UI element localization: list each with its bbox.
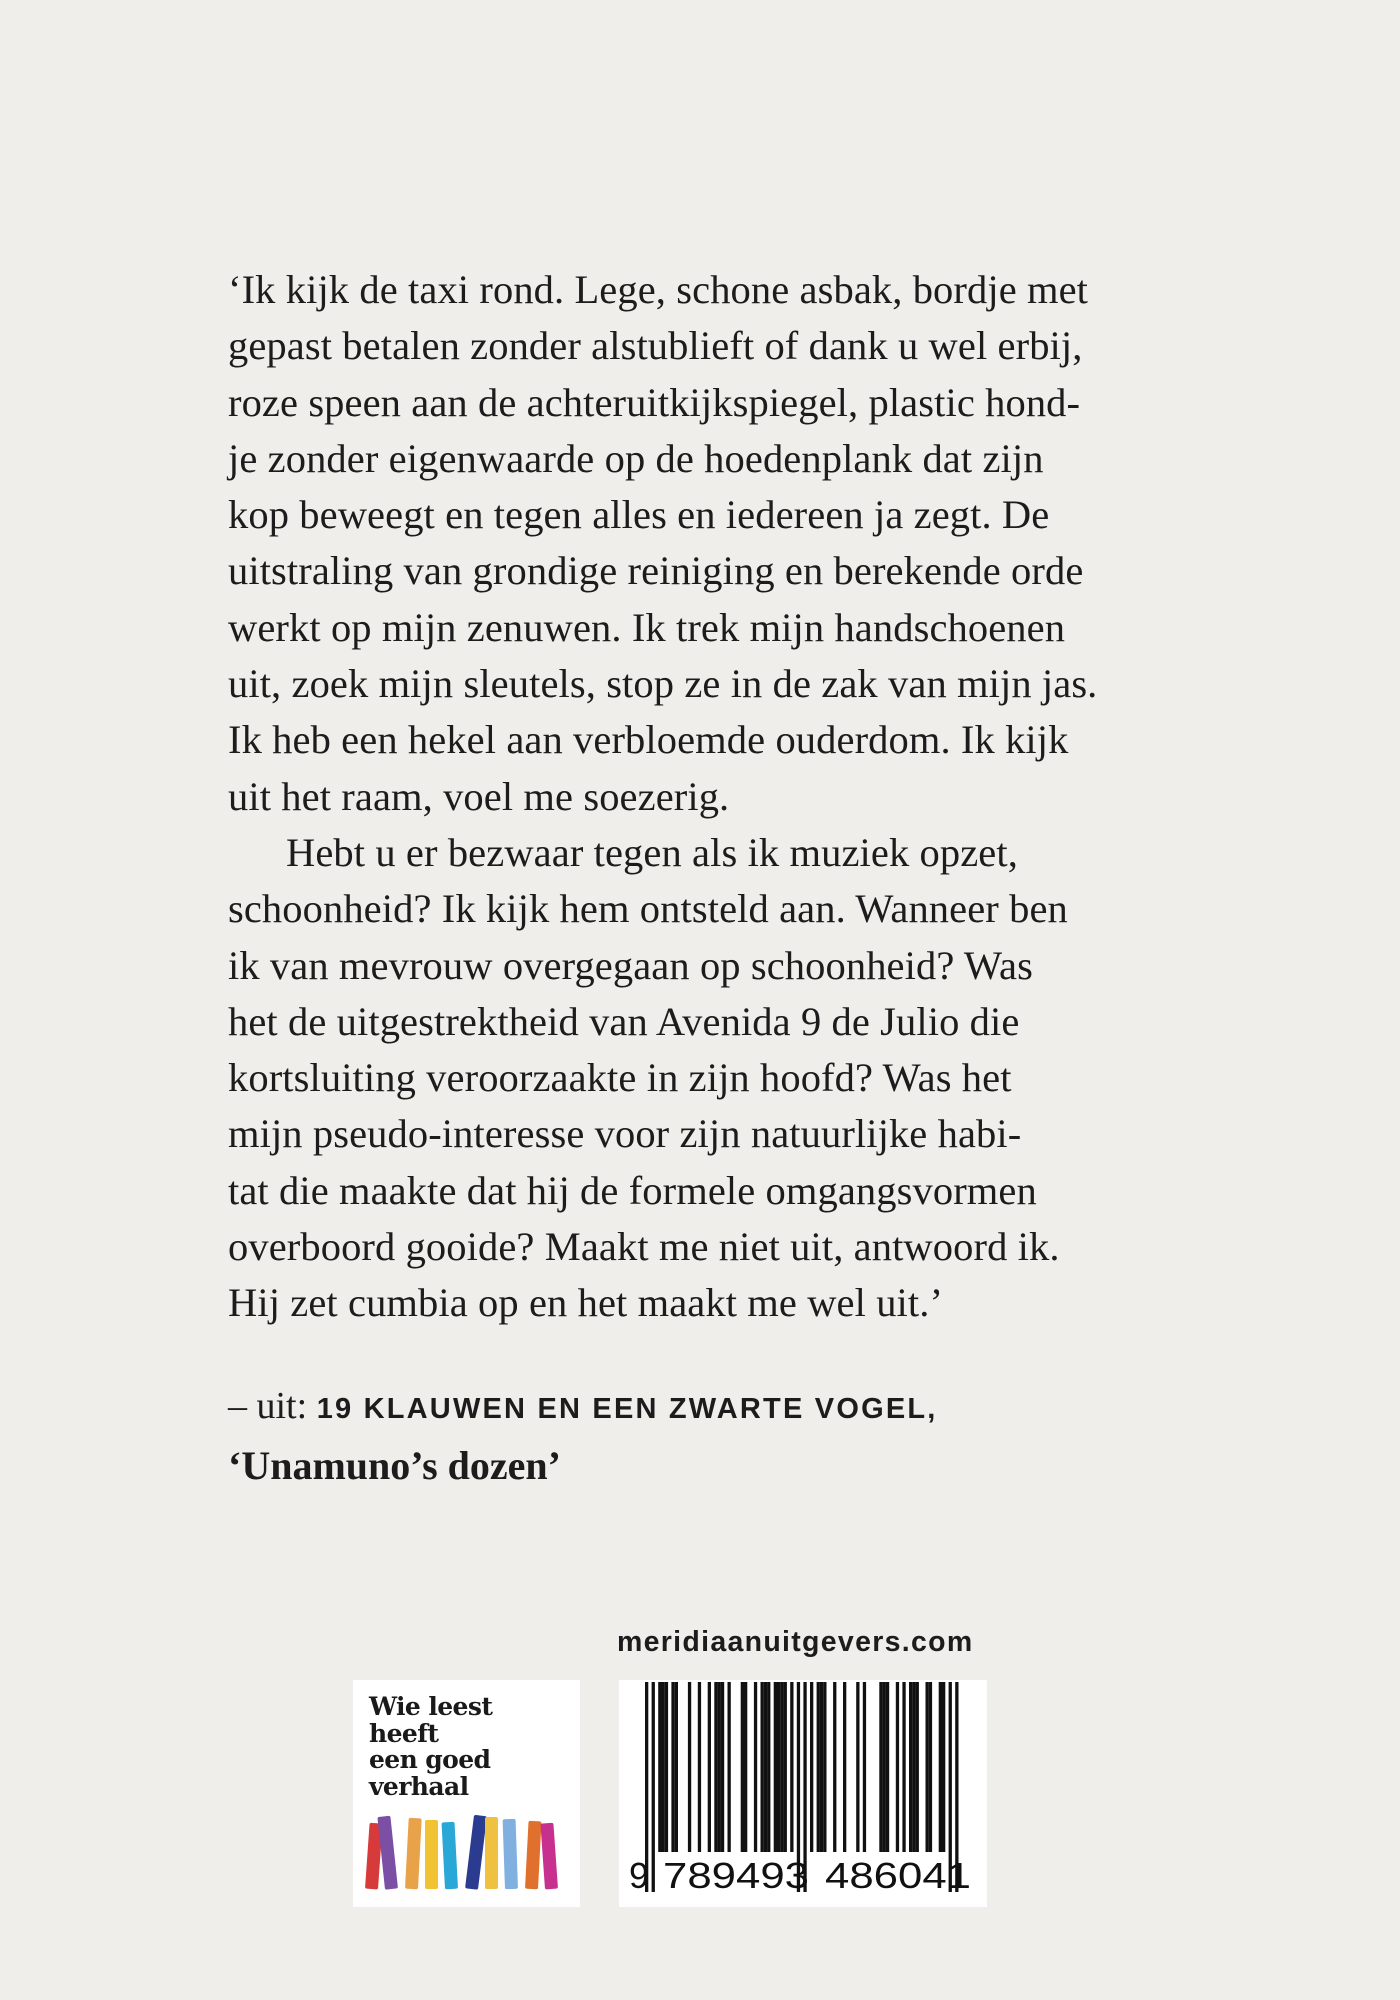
barcode-bar — [698, 1682, 701, 1852]
book-spine — [540, 1823, 558, 1890]
isbn-barcode — [619, 1680, 987, 1907]
excerpt-line: roze speen aan de achteruitkijkspiegel, plastic hond- — [228, 379, 1081, 425]
barcode-bar — [718, 1682, 721, 1852]
barcode-bar — [777, 1682, 780, 1852]
barcode-bar — [784, 1682, 787, 1852]
barcode-digits — [629, 1852, 979, 1896]
barcode-bar — [902, 1682, 905, 1852]
slogan-line: Wie leest — [369, 1692, 493, 1721]
book-spine — [405, 1818, 422, 1890]
barcode-bar — [671, 1682, 674, 1852]
excerpt-line: het de uitgestrektheid van Avenida 9 de Julio die — [228, 998, 1020, 1044]
barcode-bar — [820, 1682, 823, 1852]
barcode-bar — [883, 1682, 886, 1852]
barcode-left-digits: 789493 — [663, 1855, 809, 1896]
slogan-line: verhaal — [369, 1771, 469, 1801]
barcode-bar — [926, 1682, 929, 1852]
barcode-bar — [688, 1682, 691, 1852]
barcode-bar — [721, 1682, 724, 1852]
barcode-bar — [764, 1682, 767, 1852]
excerpt-line: mijn pseudo-interesse voor zijn natuurlijke habi- — [228, 1111, 1022, 1157]
book-spine — [485, 1817, 498, 1889]
reading-campaign-logo — [353, 1680, 580, 1907]
excerpt-line: uit, zoek mijn sleutels, stop ze in de zak van mijn jas. — [228, 661, 1098, 707]
barcode-bar — [767, 1682, 770, 1852]
slogan-line: een goed — [369, 1745, 491, 1774]
barcode-bar — [754, 1682, 757, 1852]
excerpt-line: Ik heb een hekel aan verbloemde ouderdom. Ik kijk — [228, 717, 1069, 763]
barcode-bar — [916, 1682, 919, 1852]
barcode-bar — [856, 1682, 859, 1852]
barcode-bar — [817, 1682, 820, 1852]
barcode-bar — [886, 1682, 889, 1852]
barcode-bar — [744, 1682, 747, 1852]
excerpt-attribution — [228, 1378, 1128, 1495]
excerpt-line: werkt op mijn zenuwen. Ik trek mijn handschoenen — [228, 604, 1066, 650]
barcode-bar — [675, 1682, 678, 1852]
barcode-bar — [741, 1682, 744, 1852]
barcode-bar — [761, 1682, 764, 1852]
book-title: 19 KLAUWEN EN EEN ZWARTE VOGEL, — [316, 1393, 938, 1425]
excerpt-line: kop beweegt en tegen alles en iedereen ja zegt. De — [228, 492, 1050, 538]
barcode-lead-digit: 9 — [629, 1855, 650, 1896]
excerpt-line: Hebt u er bezwaar tegen als ik muziek opzet, — [286, 829, 1018, 875]
barcode-bar — [833, 1682, 836, 1852]
book-spine — [425, 1820, 438, 1889]
attribution-prefix: – uit: — [228, 1385, 317, 1427]
excerpt-line: gepast betalen zonder alstublieft of dank u wel erbij, — [228, 323, 1083, 369]
excerpt-line: Hij zet cumbia op en het maakt me wel uit.’ — [228, 1280, 944, 1326]
barcode-bar — [780, 1682, 783, 1852]
book-spine — [465, 1815, 487, 1890]
attribution-source — [228, 1378, 1128, 1437]
barcode-bar — [810, 1682, 813, 1852]
barcode-bar — [843, 1682, 846, 1852]
barcode-bar — [909, 1682, 912, 1852]
book-spine — [442, 1822, 458, 1890]
barcode-bar — [658, 1682, 661, 1852]
barcode-bar — [728, 1682, 731, 1852]
barcode-bar — [942, 1682, 945, 1852]
barcode-bar — [912, 1682, 915, 1852]
barcode-bar — [662, 1682, 665, 1852]
barcode-bar — [714, 1682, 717, 1852]
publisher-website: meridiaanuitgevers.com — [617, 1626, 974, 1658]
excerpt-line: uitstraling van grondige reiniging en berekende orde — [228, 548, 1084, 594]
book-excerpt — [228, 262, 1188, 1332]
books-icon — [353, 1680, 580, 1907]
story-title: ‘Unamuno’s dozen’ — [228, 1443, 561, 1488]
barcode-bar — [790, 1682, 793, 1852]
barcode-bar — [774, 1682, 777, 1852]
barcode-bar — [665, 1682, 668, 1852]
barcode-right-digits: 486041 — [825, 1855, 971, 1896]
excerpt-line: schoonheid? Ik kijk hem ontsteld aan. Wanneer ben — [228, 886, 1068, 932]
excerpt-line: ‘Ik kijk de taxi rond. Lege, schone asbak, bordje met — [228, 267, 1089, 312]
barcode-bar — [929, 1682, 932, 1852]
book-spine — [525, 1821, 542, 1890]
excerpt-line: ik van mevrouw overgegaan op schoonheid? Was — [228, 942, 1033, 988]
excerpt-line: overboord gooide? Maakt me niet uit, antwoord ik. — [228, 1224, 1060, 1270]
excerpt-line: kortsluiting veroorzaakte in zijn hoofd? Was het — [228, 1055, 1012, 1101]
barcode-bar — [823, 1682, 826, 1852]
barcode-bar — [863, 1682, 866, 1852]
barcode-bar — [708, 1682, 711, 1852]
barcode-bar — [879, 1682, 882, 1852]
excerpt-line: uit het raam, voel me soezerig. — [228, 773, 730, 819]
excerpt-line: je zonder eigenwaarde op de hoedenplank dat zijn — [228, 435, 1044, 481]
barcode-bar — [939, 1682, 942, 1852]
excerpt-line: tat die maakte dat hij de formele omgangsvormen — [228, 1167, 1037, 1213]
book-spine — [503, 1819, 518, 1889]
barcode-bar — [896, 1682, 899, 1852]
slogan-line: heeft — [369, 1718, 439, 1748]
